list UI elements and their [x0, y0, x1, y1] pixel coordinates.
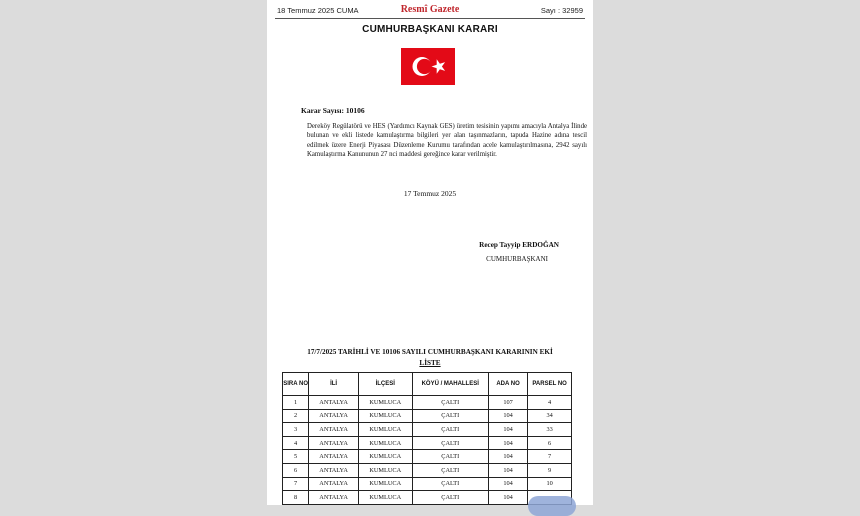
table-cell: 9 [528, 463, 572, 477]
table-cell: 104 [488, 409, 527, 423]
table-cell: 4 [528, 396, 572, 410]
gazette-name: Resmî Gazete [400, 4, 460, 15]
header-issue: Sayı : 32959 [540, 6, 583, 15]
column-header: KÖYÜ / MAHALLESİ [412, 373, 488, 396]
table-cell: 33 [528, 423, 572, 437]
table-cell: 104 [488, 450, 527, 464]
table-cell: ANTALYA [309, 477, 359, 491]
table-cell: ÇALTI [412, 423, 488, 437]
table-row [283, 450, 572, 464]
column-header: İLİ [309, 373, 359, 396]
list-heading: 17/7/2025 TARİHLİ VE 10106 SAYILI CUMHURBAŞKANI KARARININ EKİ [307, 348, 553, 356]
table-cell: 107 [488, 396, 527, 410]
decision-number: Karar Sayısı: 10106 [301, 106, 365, 115]
table-cell: ÇALTI [412, 463, 488, 477]
table-cell: 7 [283, 477, 309, 491]
table-row [283, 436, 572, 450]
table-cell: KUMLUCA [358, 396, 412, 410]
table-cell: 104 [488, 423, 527, 437]
gazette-page [267, 0, 593, 505]
table-cell: KUMLUCA [358, 477, 412, 491]
signer-title: CUMHURBAŞKANI [486, 255, 548, 263]
table-cell: 6 [283, 463, 309, 477]
column-header: ADA NO [488, 373, 527, 396]
table-cell: KUMLUCA [358, 463, 412, 477]
table-cell: 1 [283, 396, 309, 410]
page-title: CUMHURBAŞKANI KARARI [362, 24, 498, 35]
table-cell: KUMLUCA [358, 436, 412, 450]
table-cell: ANTALYA [309, 409, 359, 423]
table-row [283, 396, 572, 410]
table-cell: 6 [528, 436, 572, 450]
table-cell: 5 [283, 450, 309, 464]
table-cell: ÇALTI [412, 436, 488, 450]
floating-action-button[interactable] [528, 496, 576, 516]
table-cell: ANTALYA [309, 436, 359, 450]
table-cell: 7 [528, 450, 572, 464]
table-cell: 34 [528, 409, 572, 423]
table-cell: ANTALYA [309, 450, 359, 464]
signer-name: Recep Tayyip ERDOĞAN [479, 241, 559, 249]
parcel-table [282, 372, 572, 505]
table-cell: ÇALTI [412, 491, 488, 505]
table-cell: KUMLUCA [358, 409, 412, 423]
table-cell: KUMLUCA [358, 450, 412, 464]
table-cell: ANTALYA [309, 396, 359, 410]
table-cell: 104 [488, 477, 527, 491]
table-cell: ANTALYA [309, 463, 359, 477]
table-cell: 104 [488, 463, 527, 477]
page-header [275, 4, 585, 19]
table-cell: ÇALTI [412, 409, 488, 423]
table-cell: ÇALTI [412, 396, 488, 410]
table-cell: KUMLUCA [358, 423, 412, 437]
table-cell: ANTALYA [309, 423, 359, 437]
column-header: İLÇESİ [358, 373, 412, 396]
table-cell: 8 [283, 491, 309, 505]
decision-date: 17 Temmuz 2025 [403, 189, 457, 198]
table-cell: ÇALTI [412, 450, 488, 464]
decision-body: Dereköy Regülatörü ve HES (Yardımcı Kaynak GES) üretim tesisinin yapımı amacıyla Antalya İlinde bulunan ve ekli listede kamulaştırma bilgileri yer alan taşınmazların, tapuda Hazine adına tescil edilmek üzere Enerji Piyasası Düzenleme Kurumu tarafından acele kamulaştırılmasına, 2942 sayılı Kamulaştırma Kanununun 27 nci maddesi gereğince karar verilmiştir. [307, 123, 587, 159]
header-date: 18 Temmuz 2025 CUMA [277, 6, 359, 15]
list-subheading: LİSTE [419, 359, 441, 367]
table-header-row [283, 373, 572, 396]
column-header: PARSEL NO [528, 373, 572, 396]
table-cell: 104 [488, 436, 527, 450]
turkish-flag-icon [401, 48, 455, 85]
table-cell: 3 [283, 423, 309, 437]
table-cell: 4 [283, 436, 309, 450]
table-row [283, 409, 572, 423]
table-cell: ÇALTI [412, 477, 488, 491]
table-row [283, 423, 572, 437]
table-row [283, 477, 572, 491]
table-cell: 104 [488, 491, 527, 505]
table-cell: KUMLUCA [358, 491, 412, 505]
table-row [283, 463, 572, 477]
table-cell: 10 [528, 477, 572, 491]
column-header: SIRA NO [283, 373, 309, 396]
table-cell: 2 [283, 409, 309, 423]
table-cell: ANTALYA [309, 491, 359, 505]
